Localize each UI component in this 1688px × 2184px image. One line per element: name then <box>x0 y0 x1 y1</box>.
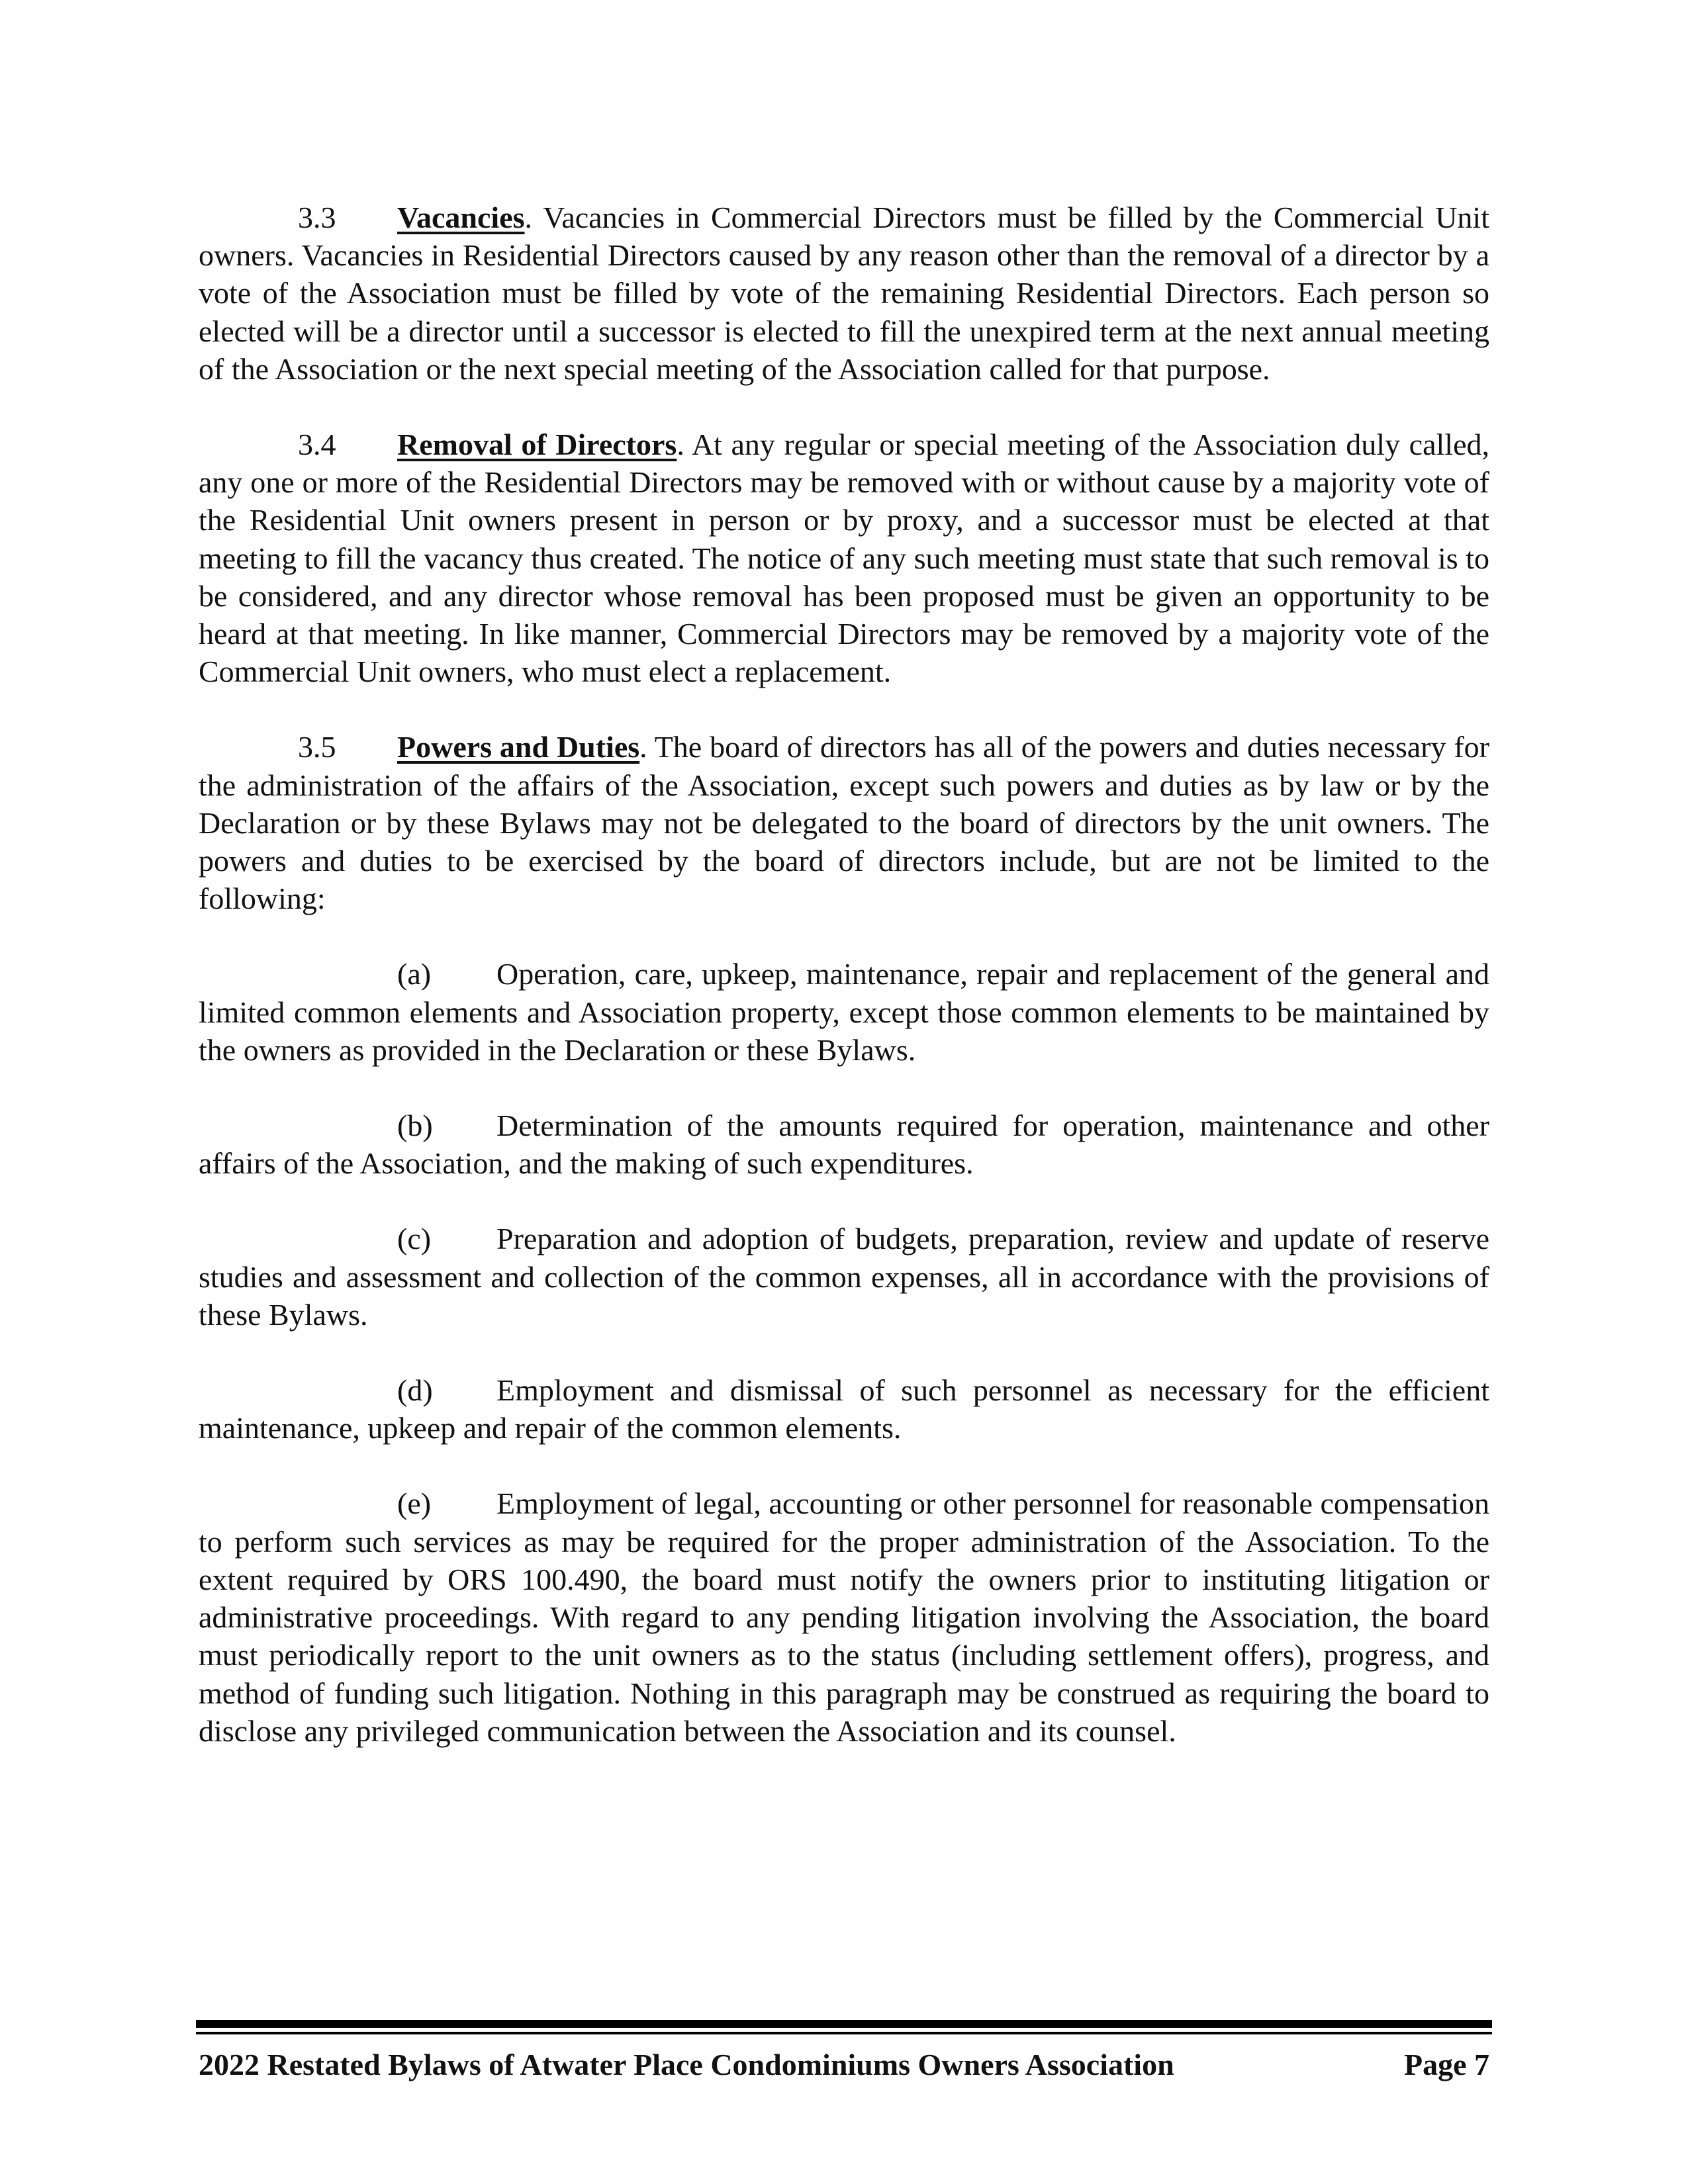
list-item-b <box>199 1107 1489 1182</box>
list-item-d <box>199 1371 1489 1447</box>
item-label: (e) <box>397 1486 432 1521</box>
section-3-3-vacancies <box>199 199 1489 388</box>
section-text: . The board of directors has all of the powers and duties necessary for the administration of the affairs of the Association, except such powers and duties as by law or by the Declaration or by these Bylaws may not be delegated to the board of directors by the unit owners. The powers and duties to be exercised by the board of directors include, but are not be limited to the following: <box>199 730 1489 916</box>
footer-page-number: Page 7 <box>1403 2048 1489 2081</box>
section-number: 3.4 <box>298 428 336 462</box>
footer-document-title: 2022 Restated Bylaws of Atwater Place Condominiums Owners Association <box>199 2048 1174 2081</box>
item-label: (d) <box>397 1373 433 1408</box>
item-text: Employment of legal, accounting or other personnel for reasonable compensation to perform such services as may be required for the proper administration of the Association. To the extent required by ORS 100.490, the board must notify the owners prior to instituting litigation or administrative proceedings. With regard to any pending litigation involving the Association, the board must periodically report to the unit owners as to the status (including settlement offers), progress, and method of funding such litigation. Nothing in this paragraph may be construed as requiring the board to disclose any privileged communication between the Association and its counsel. <box>199 1486 1489 1748</box>
item-label: (b) <box>397 1109 433 1143</box>
section-heading: Removal of Directors <box>397 428 677 462</box>
list-item-a <box>199 955 1489 1069</box>
item-text: Operation, care, upkeep, maintenance, repair and replacement of the general and limited common elements and Association property, except those common elements to be maintained by the owners as provided in the Declaration or these Bylaws. <box>199 957 1489 1067</box>
footer-divider-thick <box>196 2020 1492 2028</box>
section-text: . Vacancies in Commercial Directors must be filled by the Commercial Unit owners. Vacancies in Residential Directors caused by any reason other than the removal of a director by a vote of the Association must be filled by vote of the remaining Residential Directors. Each person so elected will be a director until a successor is elected to fill the unexpired term at the next annual meeting of the Association or the next special meeting of the Association called for that purpose. <box>199 201 1489 386</box>
section-number: 3.3 <box>298 201 336 234</box>
item-text: Preparation and adoption of budgets, preparation, review and update of reserve studies and assessment and collection of the common expenses, all in accordance with the provisions of these Bylaws. <box>199 1222 1489 1332</box>
document-body <box>199 199 1489 1788</box>
item-label: (a) <box>397 957 432 991</box>
page-footer <box>199 2045 1489 2085</box>
item-label: (c) <box>397 1222 432 1256</box>
list-item-c <box>199 1220 1489 1334</box>
section-text: . At any regular or special meeting of the Association duly called, any one or more of the Residential Directors may be removed with or without cause by a majority vote of the Residential Unit owners present in person or by proxy, and a successor must be elected at that meeting to fill the vacancy thus created. The notice of any such meeting must state that such removal is to be considered, and any director whose removal has been proposed must be given an opportunity to be heard at that meeting. In like manner, Commercial Directors may be removed by a majority vote of the Commercial Unit owners, who must elect a replacement. <box>199 428 1489 689</box>
section-heading: Powers and Duties <box>397 730 640 764</box>
section-number: 3.5 <box>298 730 336 764</box>
item-text: Employment and dismissal of such personnel as necessary for the efficient maintenance, upkeep and repair of the common elements. <box>199 1373 1489 1445</box>
section-3-4-removal-of-directors <box>199 426 1489 690</box>
section-heading: Vacancies <box>397 201 525 234</box>
section-3-5-powers-and-duties <box>199 728 1489 917</box>
list-item-e <box>199 1484 1489 1749</box>
item-text: Determination of the amounts required for operation, maintenance and other affairs of the Association, and the making of such expenditures. <box>199 1109 1489 1181</box>
footer-divider-thin <box>196 2032 1492 2034</box>
